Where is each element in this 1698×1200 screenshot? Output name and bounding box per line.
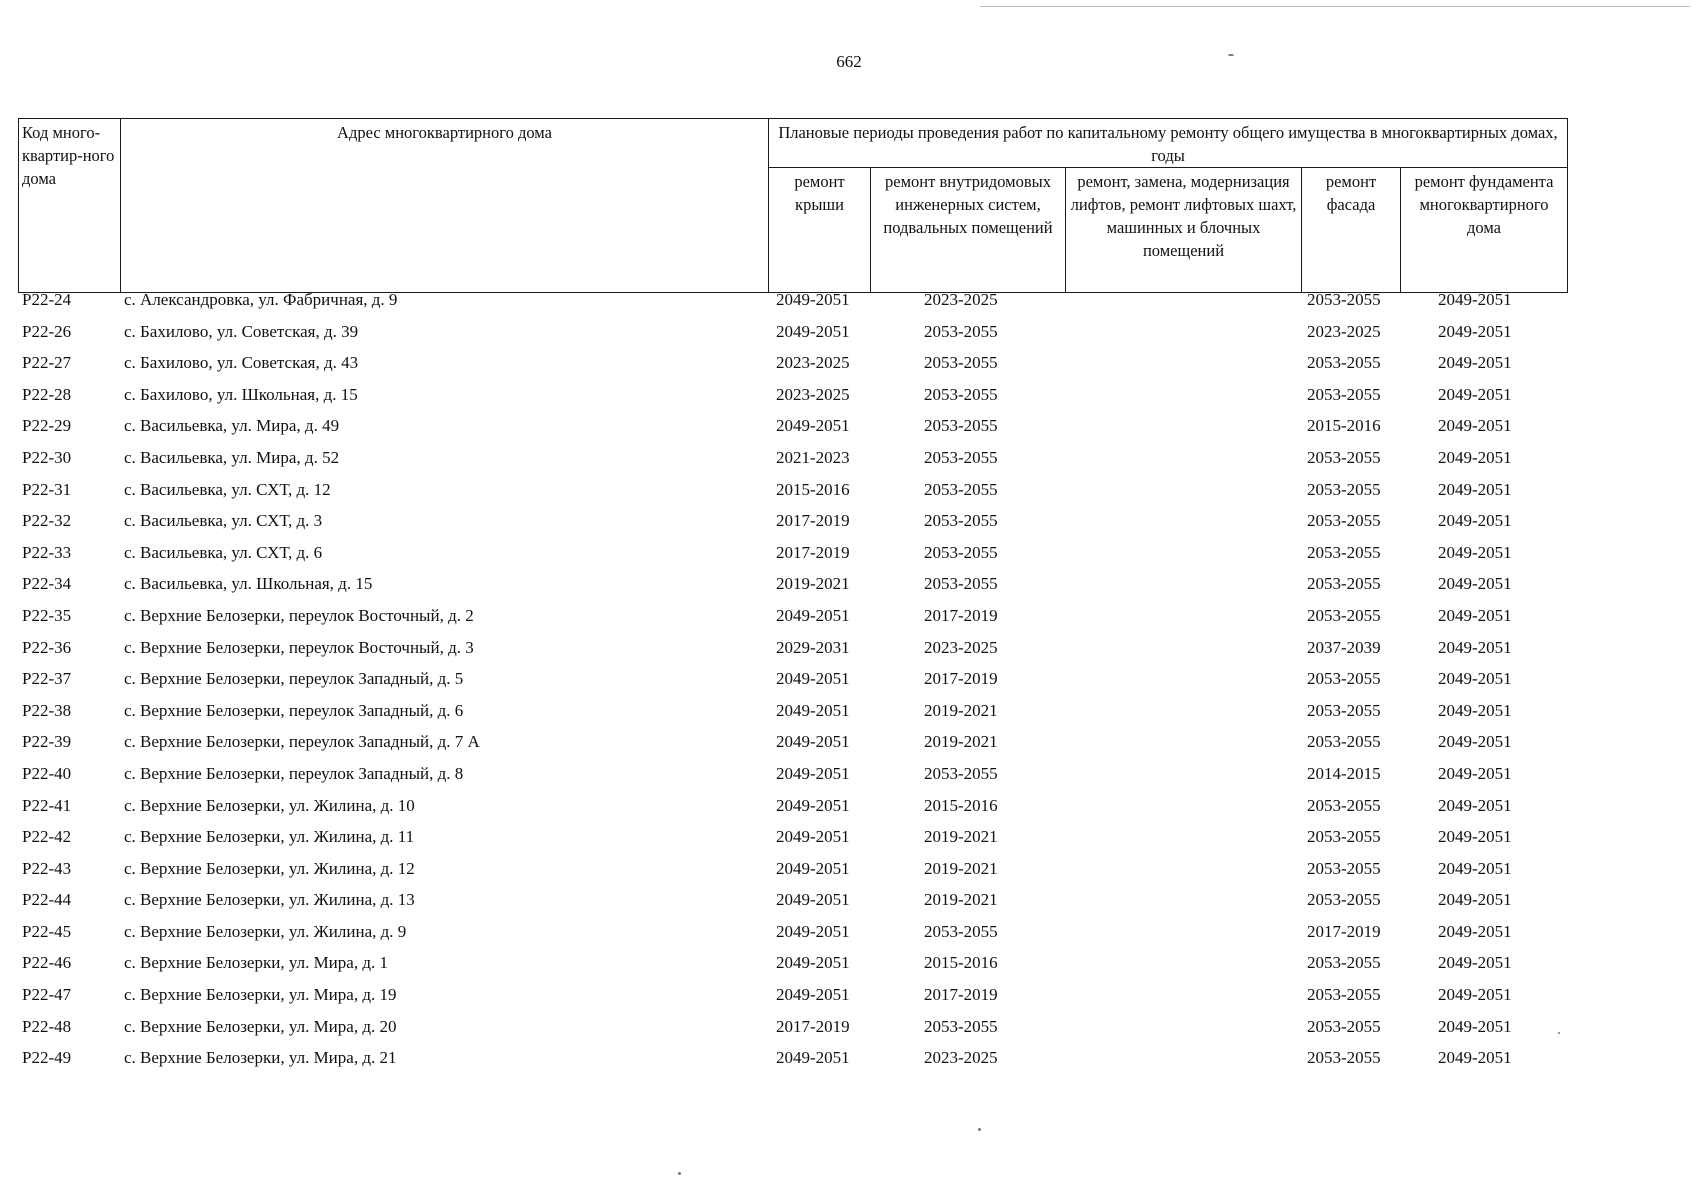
cell-address: с. Васильевка, ул. СХТ, д. 3 <box>124 511 323 531</box>
cell-address: с. Верхние Белозерки, ул. Жилина, д. 12 <box>124 858 415 878</box>
cell-address: с. Васильевка, ул. Мира, д. 49 <box>124 416 340 436</box>
cell-roof: 2049-2051 <box>776 921 850 941</box>
cell-address: с. Верхние Белозерки, переулок Западный, д. 7 А <box>124 732 480 752</box>
header-facade: ремонт фасада <box>1302 168 1401 293</box>
cell-foundation: 2049-2051 <box>1438 574 1512 594</box>
cell-code: Р22-44 <box>22 890 72 910</box>
cell-code: Р22-47 <box>22 985 72 1005</box>
cell-address: с. Верхние Белозерки, переулок Восточный, д. 3 <box>124 637 474 657</box>
cell-address: с. Васильевка, ул. Школьная, д. 15 <box>124 574 373 594</box>
cell-foundation: 2049-2051 <box>1438 605 1512 625</box>
cell-code: Р22-26 <box>22 321 72 341</box>
cell-foundation: 2049-2051 <box>1438 542 1512 562</box>
cell-address: с. Александровка, ул. Фабричная, д. 9 <box>124 290 398 309</box>
table-row <box>18 890 1566 922</box>
cell-roof: 2049-2051 <box>776 858 850 878</box>
cell-address: с. Васильевка, ул. СХТ, д. 12 <box>124 479 331 499</box>
cell-systems: 2053-2055 <box>924 447 998 467</box>
cell-systems: 2019-2021 <box>924 732 998 752</box>
cell-facade: 2053-2055 <box>1307 669 1381 689</box>
cell-roof: 2049-2051 <box>776 416 850 436</box>
table-row <box>18 859 1566 891</box>
cell-code: Р22-31 <box>22 479 72 499</box>
header-elevators: ремонт, замена, модернизация лифтов, ремонт лифтовых шахт, машинных и блочных помещений <box>1066 168 1302 293</box>
cell-roof: 2049-2051 <box>776 321 850 341</box>
table-row <box>18 922 1566 954</box>
table-row <box>18 290 1566 322</box>
cell-address: с. Верхние Белозерки, переулок Восточный, д. 2 <box>124 605 474 625</box>
cell-systems: 2017-2019 <box>924 985 998 1005</box>
cell-code: Р22-30 <box>22 447 72 467</box>
cell-systems: 2053-2055 <box>924 479 998 499</box>
cell-facade: 2023-2025 <box>1307 321 1381 341</box>
cell-facade: 2053-2055 <box>1307 605 1381 625</box>
cell-facade: 2053-2055 <box>1307 732 1381 752</box>
cell-roof: 2049-2051 <box>776 669 850 689</box>
cell-roof: 2023-2025 <box>776 384 850 404</box>
cell-roof: 2015-2016 <box>776 479 850 499</box>
table-row <box>18 638 1566 670</box>
cell-address: с. Верхние Белозерки, ул. Жилина, д. 10 <box>124 795 415 815</box>
cell-foundation: 2049-2051 <box>1438 732 1512 752</box>
cell-facade: 2053-2055 <box>1307 353 1381 373</box>
cell-systems: 2019-2021 <box>924 858 998 878</box>
cell-code: Р22-37 <box>22 669 72 689</box>
cell-foundation: 2049-2051 <box>1438 1016 1512 1036</box>
cell-address: с. Верхние Белозерки, ул. Мира, д. 19 <box>124 985 397 1005</box>
cell-systems: 2023-2025 <box>924 637 998 657</box>
cell-facade: 2017-2019 <box>1307 921 1381 941</box>
cell-foundation: 2049-2051 <box>1438 763 1512 783</box>
cell-roof: 2017-2019 <box>776 542 850 562</box>
cell-roof: 2049-2051 <box>776 732 850 752</box>
table-row <box>18 480 1566 512</box>
table-body <box>18 290 1566 1080</box>
cell-code: Р22-45 <box>22 921 72 941</box>
cell-code: Р22-34 <box>22 574 72 594</box>
cell-foundation: 2049-2051 <box>1438 416 1512 436</box>
cell-roof: 2049-2051 <box>776 290 850 309</box>
cell-systems: 2023-2025 <box>924 290 998 309</box>
cell-code: Р22-32 <box>22 511 72 531</box>
cell-roof: 2049-2051 <box>776 985 850 1005</box>
cell-address: с. Верхние Белозерки, переулок Западный, д. 5 <box>124 669 464 689</box>
cell-roof: 2017-2019 <box>776 511 850 531</box>
cell-roof: 2021-2023 <box>776 447 850 467</box>
cell-facade: 2053-2055 <box>1307 447 1381 467</box>
header-systems: ремонт внутридомовых инженерных систем, подвальных помещений <box>871 168 1066 293</box>
cell-code: Р22-36 <box>22 637 72 657</box>
scan-artifact-line <box>980 6 1690 7</box>
cell-foundation: 2049-2051 <box>1438 890 1512 910</box>
cell-systems: 2017-2019 <box>924 669 998 689</box>
table-row <box>18 322 1566 354</box>
cell-systems: 2053-2055 <box>924 511 998 531</box>
cell-facade: 2053-2055 <box>1307 827 1381 847</box>
cell-facade: 2053-2055 <box>1307 700 1381 720</box>
cell-foundation: 2049-2051 <box>1438 921 1512 941</box>
table-row <box>18 701 1566 733</box>
cell-address: с. Верхние Белозерки, ул. Мира, д. 20 <box>124 1016 397 1036</box>
header-roof: ремонт крыши <box>769 168 871 293</box>
cell-systems: 2023-2025 <box>924 1048 998 1068</box>
table-row <box>18 416 1566 448</box>
table-row <box>18 543 1566 575</box>
cell-roof: 2017-2019 <box>776 1016 850 1036</box>
cell-facade: 2053-2055 <box>1307 290 1381 309</box>
cell-code: Р22-35 <box>22 605 72 625</box>
cell-address: с. Васильевка, ул. Мира, д. 52 <box>124 447 340 467</box>
cell-address: с. Верхние Белозерки, переулок Западный, д. 8 <box>124 763 464 783</box>
cell-address: с. Верхние Белозерки, ул. Жилина, д. 11 <box>124 827 415 847</box>
cell-roof: 2029-2031 <box>776 637 850 657</box>
cell-code: Р22-49 <box>22 1048 72 1068</box>
cell-foundation: 2049-2051 <box>1438 985 1512 1005</box>
cell-foundation: 2049-2051 <box>1438 669 1512 689</box>
header-periods-group: Плановые периоды проведения работ по капитальному ремонту общего имущества в многоквартирных домах, годы <box>769 119 1568 168</box>
cell-foundation: 2049-2051 <box>1438 321 1512 341</box>
cell-roof: 2049-2051 <box>776 953 850 973</box>
cell-roof: 2049-2051 <box>776 605 850 625</box>
cell-foundation: 2049-2051 <box>1438 384 1512 404</box>
cell-systems: 2053-2055 <box>924 384 998 404</box>
cell-code: Р22-48 <box>22 1016 72 1036</box>
cell-foundation: 2049-2051 <box>1438 953 1512 973</box>
cell-facade: 2053-2055 <box>1307 1016 1381 1036</box>
header-address: Адрес многоквартирного дома <box>121 119 769 293</box>
cell-foundation: 2049-2051 <box>1438 290 1512 309</box>
cell-roof: 2049-2051 <box>776 890 850 910</box>
cell-foundation: 2049-2051 <box>1438 827 1512 847</box>
cell-facade: 2053-2055 <box>1307 795 1381 815</box>
cell-facade: 2053-2055 <box>1307 890 1381 910</box>
cell-systems: 2053-2055 <box>924 542 998 562</box>
cell-facade: 2015-2016 <box>1307 416 1381 436</box>
cell-systems: 2019-2021 <box>924 890 998 910</box>
cell-code: Р22-38 <box>22 700 72 720</box>
cell-facade: 2037-2039 <box>1307 637 1381 657</box>
cell-facade: 2014-2015 <box>1307 763 1381 783</box>
table-row <box>18 1017 1566 1049</box>
cell-systems: 2015-2016 <box>924 795 998 815</box>
cell-address: с. Верхние Белозерки, ул. Мира, д. 1 <box>124 953 388 973</box>
cell-address: с. Бахилово, ул. Школьная, д. 15 <box>124 384 358 404</box>
cell-code: Р22-40 <box>22 763 72 783</box>
cell-facade: 2053-2055 <box>1307 384 1381 404</box>
cell-roof: 2049-2051 <box>776 1048 850 1068</box>
cell-address: с. Васильевка, ул. СХТ, д. 6 <box>124 542 323 562</box>
cell-systems: 2053-2055 <box>924 1016 998 1036</box>
cell-foundation: 2049-2051 <box>1438 511 1512 531</box>
table-row <box>18 669 1566 701</box>
cell-systems: 2053-2055 <box>924 416 998 436</box>
cell-systems: 2053-2055 <box>924 921 998 941</box>
table-row <box>18 448 1566 480</box>
cell-address: с. Верхние Белозерки, переулок Западный, д. 6 <box>124 700 464 720</box>
cell-systems: 2019-2021 <box>924 827 998 847</box>
cell-roof: 2049-2051 <box>776 795 850 815</box>
cell-code: Р22-42 <box>22 827 72 847</box>
table-row <box>18 764 1566 796</box>
scan-speck <box>1558 1032 1560 1034</box>
cell-foundation: 2049-2051 <box>1438 700 1512 720</box>
cell-roof: 2023-2025 <box>776 353 850 373</box>
cell-facade: 2053-2055 <box>1307 574 1381 594</box>
cell-code: Р22-27 <box>22 353 72 373</box>
cell-foundation: 2049-2051 <box>1438 637 1512 657</box>
cell-code: Р22-46 <box>22 953 72 973</box>
table-row <box>18 732 1566 764</box>
cell-facade: 2053-2055 <box>1307 953 1381 973</box>
table-row <box>18 511 1566 543</box>
cell-address: с. Бахилово, ул. Советская, д. 39 <box>124 321 359 341</box>
table-row <box>18 353 1566 385</box>
cell-code: Р22-39 <box>22 732 72 752</box>
cell-systems: 2017-2019 <box>924 605 998 625</box>
cell-address: с. Верхние Белозерки, ул. Жилина, д. 13 <box>124 890 415 910</box>
cell-roof: 2049-2051 <box>776 700 850 720</box>
table-row <box>18 796 1566 828</box>
page-number: 662 <box>836 52 862 71</box>
cell-code: Р22-33 <box>22 542 72 562</box>
cell-facade: 2053-2055 <box>1307 511 1381 531</box>
cell-systems: 2053-2055 <box>924 321 998 341</box>
table-row <box>18 1048 1566 1080</box>
cell-systems: 2053-2055 <box>924 763 998 783</box>
table-row <box>18 985 1566 1017</box>
cell-systems: 2019-2021 <box>924 700 998 720</box>
table-row <box>18 606 1566 638</box>
scan-speck <box>678 1172 681 1175</box>
table-row <box>18 574 1566 606</box>
table-row <box>18 827 1566 859</box>
cell-code: Р22-28 <box>22 384 72 404</box>
cell-roof: 2049-2051 <box>776 827 850 847</box>
cell-code: Р22-24 <box>22 290 72 309</box>
header-foundation: ремонт фундамента многоквартирного дома <box>1401 168 1568 293</box>
cell-code: Р22-43 <box>22 858 72 878</box>
cell-foundation: 2049-2051 <box>1438 479 1512 499</box>
scan-speck <box>1228 54 1234 56</box>
cell-address: с. Бахилово, ул. Советская, д. 43 <box>124 353 359 373</box>
cell-facade: 2053-2055 <box>1307 479 1381 499</box>
cell-facade: 2053-2055 <box>1307 985 1381 1005</box>
cell-facade: 2053-2055 <box>1307 858 1381 878</box>
scan-speck <box>978 1128 981 1131</box>
cell-roof: 2019-2021 <box>776 574 850 594</box>
cell-foundation: 2049-2051 <box>1438 1048 1512 1068</box>
cell-code: Р22-29 <box>22 416 72 436</box>
table-header <box>18 118 1568 293</box>
cell-systems: 2053-2055 <box>924 574 998 594</box>
cell-systems: 2015-2016 <box>924 953 998 973</box>
cell-facade: 2053-2055 <box>1307 1048 1381 1068</box>
cell-roof: 2049-2051 <box>776 763 850 783</box>
cell-systems: 2053-2055 <box>924 353 998 373</box>
cell-address: с. Верхние Белозерки, ул. Жилина, д. 9 <box>124 921 407 941</box>
cell-address: с. Верхние Белозерки, ул. Мира, д. 21 <box>124 1048 397 1068</box>
header-code: Код много-квартир-ного дома <box>19 119 121 293</box>
cell-code: Р22-41 <box>22 795 72 815</box>
cell-foundation: 2049-2051 <box>1438 447 1512 467</box>
cell-foundation: 2049-2051 <box>1438 795 1512 815</box>
table-row <box>18 385 1566 417</box>
cell-foundation: 2049-2051 <box>1438 353 1512 373</box>
cell-foundation: 2049-2051 <box>1438 858 1512 878</box>
table-row <box>18 953 1566 985</box>
cell-facade: 2053-2055 <box>1307 542 1381 562</box>
